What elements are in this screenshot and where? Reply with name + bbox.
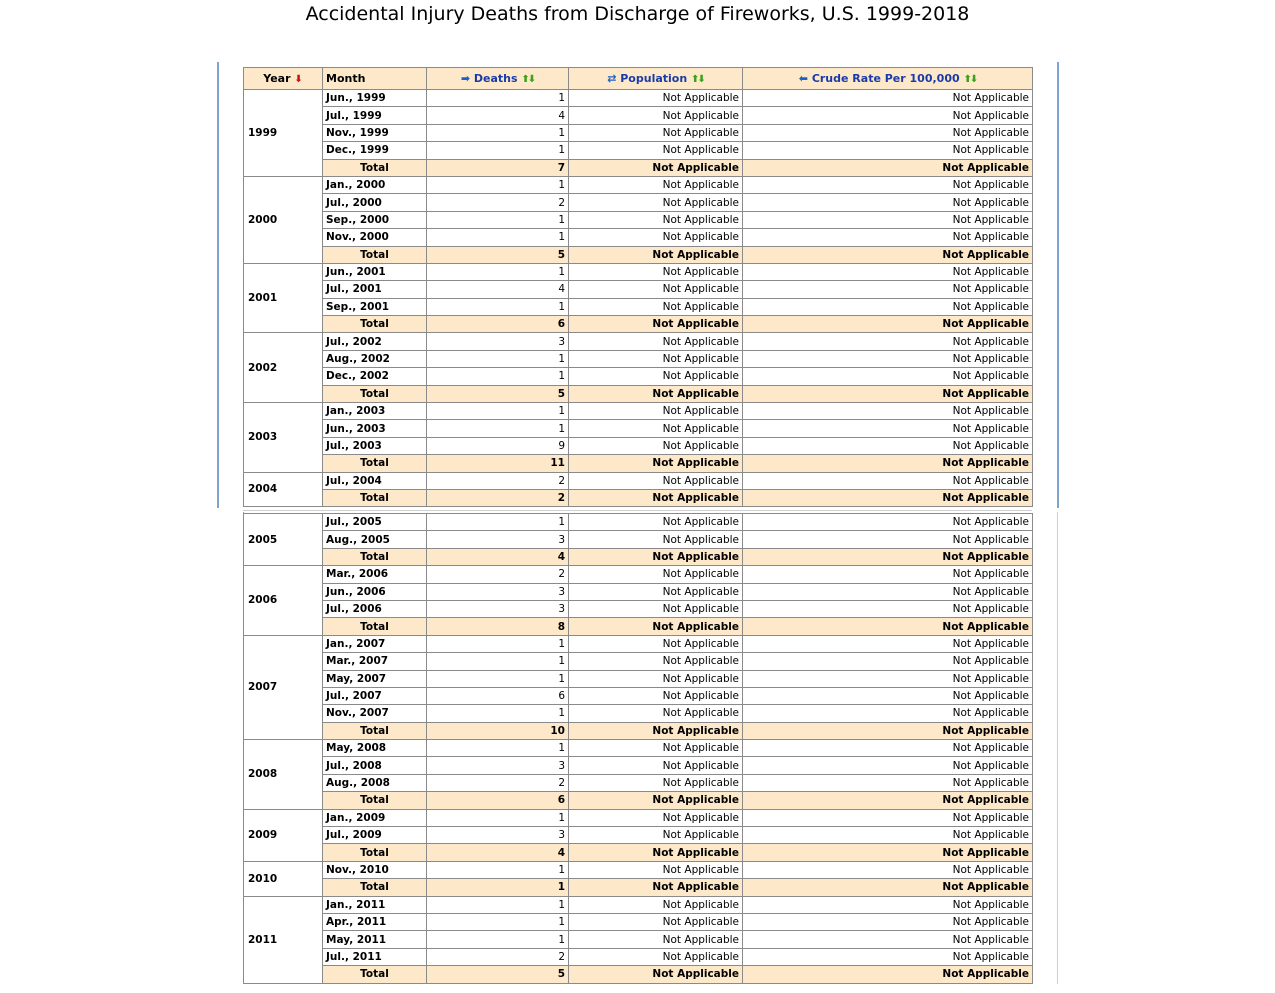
table-row	[244, 403, 1033, 420]
total-row	[244, 792, 1033, 809]
population-cell: Not Applicable	[569, 229, 743, 246]
total-label-cell: Total	[323, 316, 427, 333]
total-deaths-cell: 5	[427, 246, 569, 263]
crude-rate-cell: Not Applicable	[743, 531, 1033, 548]
green-up-down-arrows-icon[interactable]: ⬆⬇	[521, 74, 535, 85]
total-deaths-cell: 5	[427, 966, 569, 983]
column-header-year[interactable]	[244, 68, 323, 90]
year-cell: 2003	[244, 403, 323, 473]
deaths-cell: 1	[427, 896, 569, 913]
total-row	[244, 879, 1033, 896]
deaths-cell: 1	[427, 809, 569, 826]
column-header-crude-rate[interactable]	[743, 68, 1033, 90]
month-cell: Aug., 2005	[323, 531, 427, 548]
total-label-cell: Total	[323, 966, 427, 983]
crude-rate-cell: Not Applicable	[743, 107, 1033, 124]
total-row	[244, 316, 1033, 333]
table-row	[244, 514, 1033, 531]
total-population-cell: Not Applicable	[569, 385, 743, 402]
table-row	[244, 931, 1033, 948]
total-label-cell: Total	[323, 792, 427, 809]
year-cell: 2002	[244, 333, 323, 403]
total-population-cell: Not Applicable	[569, 844, 743, 861]
crude-rate-cell: Not Applicable	[743, 600, 1033, 617]
deaths-cell: 1	[427, 403, 569, 420]
total-population-cell: Not Applicable	[569, 246, 743, 263]
deaths-cell: 1	[427, 350, 569, 367]
population-cell: Not Applicable	[569, 333, 743, 350]
month-cell: Sep., 2001	[323, 298, 427, 315]
deaths-cell: 2	[427, 194, 569, 211]
table-row	[244, 635, 1033, 652]
population-cell: Not Applicable	[569, 263, 743, 280]
total-crude-rate-cell: Not Applicable	[743, 489, 1033, 506]
year-cell: 1999	[244, 90, 323, 177]
deaths-cell: 1	[427, 861, 569, 878]
total-population-cell: Not Applicable	[569, 159, 743, 176]
total-row	[244, 489, 1033, 506]
results-table	[243, 513, 1033, 984]
deaths-cell: 3	[427, 531, 569, 548]
month-cell: May, 2011	[323, 931, 427, 948]
population-cell: Not Applicable	[569, 600, 743, 617]
month-cell: May, 2007	[323, 670, 427, 687]
total-label-cell: Total	[323, 455, 427, 472]
results-table-bottom	[243, 513, 1032, 984]
total-deaths-cell: 8	[427, 618, 569, 635]
deaths-cell: 1	[427, 420, 569, 437]
deaths-cell: 1	[427, 670, 569, 687]
total-population-cell: Not Applicable	[569, 879, 743, 896]
population-cell: Not Applicable	[569, 931, 743, 948]
month-cell: Jul., 2003	[323, 437, 427, 454]
table-row	[244, 142, 1033, 159]
table-row	[244, 566, 1033, 583]
deaths-cell: 1	[427, 368, 569, 385]
total-crude-rate-cell: Not Applicable	[743, 455, 1033, 472]
total-deaths-cell: 2	[427, 489, 569, 506]
table-row	[244, 176, 1033, 193]
month-cell: Jun., 2001	[323, 263, 427, 280]
deaths-cell: 1	[427, 705, 569, 722]
year-cell: 2010	[244, 861, 323, 896]
population-cell: Not Applicable	[569, 472, 743, 489]
table-row	[244, 368, 1033, 385]
month-cell: Jan., 2009	[323, 809, 427, 826]
table-row	[244, 350, 1033, 367]
population-cell: Not Applicable	[569, 420, 743, 437]
month-cell: Jul., 2008	[323, 757, 427, 774]
month-cell: Jul., 2007	[323, 687, 427, 704]
month-cell: Jun., 2006	[323, 583, 427, 600]
page-title: Accidental Injury Deaths from Discharge of Fireworks, U.S. 1999-2018	[305, 3, 970, 25]
total-crude-rate-cell: Not Applicable	[743, 879, 1033, 896]
month-cell: Jul., 2005	[323, 514, 427, 531]
blue-swap-arrows-icon[interactable]: ⇄	[607, 72, 617, 85]
table-row	[244, 281, 1033, 298]
month-cell: Jan., 2011	[323, 896, 427, 913]
total-label-cell: Total	[323, 879, 427, 896]
population-cell: Not Applicable	[569, 281, 743, 298]
population-cell: Not Applicable	[569, 635, 743, 652]
crude-rate-cell: Not Applicable	[743, 583, 1033, 600]
total-deaths-cell: 7	[427, 159, 569, 176]
table-row	[244, 107, 1033, 124]
crude-rate-cell: Not Applicable	[743, 948, 1033, 965]
table-row	[244, 124, 1033, 141]
deaths-cell: 4	[427, 107, 569, 124]
month-cell: Aug., 2008	[323, 774, 427, 791]
month-cell: Dec., 1999	[323, 142, 427, 159]
month-cell: Dec., 2002	[323, 368, 427, 385]
population-cell: Not Applicable	[569, 913, 743, 930]
table-row	[244, 653, 1033, 670]
deaths-cell: 2	[427, 566, 569, 583]
red-down-arrow-icon[interactable]: ⬇	[294, 74, 303, 85]
column-header-deaths[interactable]	[427, 68, 569, 90]
population-cell: Not Applicable	[569, 740, 743, 757]
total-deaths-cell: 11	[427, 455, 569, 472]
total-label-cell: Total	[323, 159, 427, 176]
population-cell: Not Applicable	[569, 896, 743, 913]
month-cell: Apr., 2011	[323, 913, 427, 930]
green-up-down-arrows-icon[interactable]: ⬆⬇	[691, 74, 704, 85]
total-deaths-cell: 5	[427, 385, 569, 402]
year-cell: 2000	[244, 176, 323, 263]
results-table	[243, 67, 1033, 507]
total-crude-rate-cell: Not Applicable	[743, 548, 1033, 565]
crude-rate-cell: Not Applicable	[743, 281, 1033, 298]
column-header-population-label: Population	[620, 72, 688, 85]
table-row	[244, 757, 1033, 774]
total-label-cell: Total	[323, 722, 427, 739]
crude-rate-cell: Not Applicable	[743, 176, 1033, 193]
population-cell: Not Applicable	[569, 566, 743, 583]
total-population-cell: Not Applicable	[569, 548, 743, 565]
population-cell: Not Applicable	[569, 948, 743, 965]
crude-rate-cell: Not Applicable	[743, 90, 1033, 107]
total-population-cell: Not Applicable	[569, 792, 743, 809]
total-row	[244, 722, 1033, 739]
deaths-cell: 3	[427, 827, 569, 844]
total-deaths-cell: 10	[427, 722, 569, 739]
crude-rate-cell: Not Applicable	[743, 263, 1033, 280]
month-cell: Jan., 2007	[323, 635, 427, 652]
month-cell: Jun., 2003	[323, 420, 427, 437]
table-row	[244, 194, 1033, 211]
year-cell: 2001	[244, 263, 323, 333]
month-cell: Sep., 2000	[323, 211, 427, 228]
crude-rate-cell: Not Applicable	[743, 687, 1033, 704]
crude-rate-cell: Not Applicable	[743, 472, 1033, 489]
year-cell: 2007	[244, 635, 323, 739]
column-header-year-label: Year	[263, 72, 291, 85]
total-population-cell: Not Applicable	[569, 618, 743, 635]
month-cell: Mar., 2006	[323, 566, 427, 583]
crude-rate-cell: Not Applicable	[743, 566, 1033, 583]
column-header-month[interactable]	[323, 68, 427, 90]
population-cell: Not Applicable	[569, 705, 743, 722]
population-cell: Not Applicable	[569, 809, 743, 826]
month-cell: Jul., 1999	[323, 107, 427, 124]
table-row	[244, 600, 1033, 617]
crude-rate-cell: Not Applicable	[743, 861, 1033, 878]
table-row	[244, 90, 1033, 107]
total-deaths-cell: 6	[427, 792, 569, 809]
total-crude-rate-cell: Not Applicable	[743, 618, 1033, 635]
total-population-cell: Not Applicable	[569, 722, 743, 739]
blue-left-arrow-icon[interactable]: ⬅	[798, 72, 808, 85]
month-cell: Mar., 2007	[323, 653, 427, 670]
column-header-deaths-label: Deaths	[473, 72, 518, 85]
table-row	[244, 774, 1033, 791]
deaths-cell: 4	[427, 281, 569, 298]
deaths-cell: 1	[427, 124, 569, 141]
deaths-cell: 1	[427, 653, 569, 670]
month-cell: Jul., 2000	[323, 194, 427, 211]
total-label-cell: Total	[323, 548, 427, 565]
year-cell: 2011	[244, 896, 323, 983]
total-crude-rate-cell: Not Applicable	[743, 159, 1033, 176]
crude-rate-cell: Not Applicable	[743, 194, 1033, 211]
crude-rate-cell: Not Applicable	[743, 740, 1033, 757]
crude-rate-cell: Not Applicable	[743, 705, 1033, 722]
crude-rate-cell: Not Applicable	[743, 333, 1033, 350]
deaths-cell: 2	[427, 774, 569, 791]
crude-rate-cell: Not Applicable	[743, 514, 1033, 531]
total-crude-rate-cell: Not Applicable	[743, 316, 1033, 333]
table-row	[244, 740, 1033, 757]
total-crude-rate-cell: Not Applicable	[743, 722, 1033, 739]
total-population-cell: Not Applicable	[569, 966, 743, 983]
year-cell: 2009	[244, 809, 323, 861]
deaths-cell: 1	[427, 298, 569, 315]
total-row	[244, 618, 1033, 635]
table-row	[244, 948, 1033, 965]
month-cell: Jul., 2009	[323, 827, 427, 844]
total-deaths-cell: 1	[427, 879, 569, 896]
total-row	[244, 385, 1033, 402]
population-cell: Not Applicable	[569, 124, 743, 141]
crude-rate-cell: Not Applicable	[743, 211, 1033, 228]
column-header-population[interactable]	[569, 68, 743, 90]
crude-rate-cell: Not Applicable	[743, 368, 1033, 385]
deaths-cell: 3	[427, 757, 569, 774]
population-cell: Not Applicable	[569, 531, 743, 548]
crude-rate-cell: Not Applicable	[743, 403, 1033, 420]
population-cell: Not Applicable	[569, 194, 743, 211]
table-row	[244, 333, 1033, 350]
month-cell: Jul., 2011	[323, 948, 427, 965]
total-crude-rate-cell: Not Applicable	[743, 844, 1033, 861]
total-label-cell: Total	[323, 844, 427, 861]
frame-left-line	[217, 62, 219, 508]
deaths-cell: 1	[427, 635, 569, 652]
table-row	[244, 472, 1033, 489]
crude-rate-cell: Not Applicable	[743, 757, 1033, 774]
deaths-cell: 1	[427, 740, 569, 757]
population-cell: Not Applicable	[569, 514, 743, 531]
population-cell: Not Applicable	[569, 142, 743, 159]
deaths-cell: 3	[427, 600, 569, 617]
total-label-cell: Total	[323, 618, 427, 635]
month-cell: Aug., 2002	[323, 350, 427, 367]
frame-right-line	[1057, 62, 1059, 508]
table-row	[244, 913, 1033, 930]
crude-rate-cell: Not Applicable	[743, 142, 1033, 159]
frame-right-line-lower	[1057, 512, 1058, 984]
population-cell: Not Applicable	[569, 350, 743, 367]
table-row	[244, 687, 1033, 704]
crude-rate-cell: Not Applicable	[743, 653, 1033, 670]
deaths-cell: 1	[427, 931, 569, 948]
crude-rate-cell: Not Applicable	[743, 420, 1033, 437]
deaths-cell: 6	[427, 687, 569, 704]
crude-rate-cell: Not Applicable	[743, 350, 1033, 367]
month-cell: Jul., 2001	[323, 281, 427, 298]
table-row	[244, 263, 1033, 280]
total-row	[244, 455, 1033, 472]
population-cell: Not Applicable	[569, 437, 743, 454]
table-row	[244, 809, 1033, 826]
crude-rate-cell: Not Applicable	[743, 670, 1033, 687]
year-cell: 2006	[244, 566, 323, 636]
month-cell: Jul., 2004	[323, 472, 427, 489]
population-cell: Not Applicable	[569, 827, 743, 844]
population-cell: Not Applicable	[569, 653, 743, 670]
month-cell: Jul., 2002	[323, 333, 427, 350]
deaths-cell: 2	[427, 948, 569, 965]
deaths-cell: 1	[427, 514, 569, 531]
crude-rate-cell: Not Applicable	[743, 298, 1033, 315]
crude-rate-cell: Not Applicable	[743, 437, 1033, 454]
population-cell: Not Applicable	[569, 107, 743, 124]
table-row	[244, 437, 1033, 454]
year-cell: 2005	[244, 514, 323, 566]
year-cell: 2008	[244, 740, 323, 810]
population-cell: Not Applicable	[569, 298, 743, 315]
total-crude-rate-cell: Not Applicable	[743, 385, 1033, 402]
total-row	[244, 159, 1033, 176]
deaths-cell: 1	[427, 229, 569, 246]
crude-rate-cell: Not Applicable	[743, 809, 1033, 826]
crude-rate-cell: Not Applicable	[743, 635, 1033, 652]
month-cell: Nov., 1999	[323, 124, 427, 141]
total-crude-rate-cell: Not Applicable	[743, 792, 1033, 809]
total-deaths-cell: 4	[427, 548, 569, 565]
total-crude-rate-cell: Not Applicable	[743, 966, 1033, 983]
table-row	[244, 670, 1033, 687]
table-row	[244, 211, 1033, 228]
month-cell: Nov., 2007	[323, 705, 427, 722]
population-cell: Not Applicable	[569, 757, 743, 774]
total-population-cell: Not Applicable	[569, 489, 743, 506]
results-table-top	[243, 67, 1032, 507]
crude-rate-cell: Not Applicable	[743, 229, 1033, 246]
total-population-cell: Not Applicable	[569, 455, 743, 472]
column-header-month-label: Month	[326, 72, 366, 85]
crude-rate-cell: Not Applicable	[743, 124, 1033, 141]
month-cell: Jan., 2003	[323, 403, 427, 420]
population-cell: Not Applicable	[569, 90, 743, 107]
population-cell: Not Applicable	[569, 583, 743, 600]
table-row	[244, 531, 1033, 548]
deaths-cell: 9	[427, 437, 569, 454]
table-row	[244, 583, 1033, 600]
month-cell: Jan., 2000	[323, 176, 427, 193]
crude-rate-cell: Not Applicable	[743, 774, 1033, 791]
blue-right-arrow-icon[interactable]: ➡	[460, 72, 471, 85]
total-deaths-cell: 4	[427, 844, 569, 861]
population-cell: Not Applicable	[569, 211, 743, 228]
month-cell: Jul., 2006	[323, 600, 427, 617]
deaths-cell: 1	[427, 263, 569, 280]
population-cell: Not Applicable	[569, 368, 743, 385]
month-cell: Nov., 2010	[323, 861, 427, 878]
deaths-cell: 1	[427, 211, 569, 228]
month-cell: May, 2008	[323, 740, 427, 757]
crude-rate-cell: Not Applicable	[743, 827, 1033, 844]
crude-rate-cell: Not Applicable	[743, 931, 1033, 948]
table-row	[244, 896, 1033, 913]
month-cell: Jun., 1999	[323, 90, 427, 107]
table-row	[244, 827, 1033, 844]
deaths-cell: 1	[427, 913, 569, 930]
total-row	[244, 966, 1033, 983]
table-row	[244, 861, 1033, 878]
green-up-down-arrows-icon[interactable]: ⬆⬇	[963, 74, 977, 85]
total-row	[244, 246, 1033, 263]
total-population-cell: Not Applicable	[569, 316, 743, 333]
deaths-cell: 1	[427, 142, 569, 159]
total-row	[244, 548, 1033, 565]
page-break-divider	[243, 510, 1032, 511]
crude-rate-cell: Not Applicable	[743, 913, 1033, 930]
table-row	[244, 705, 1033, 722]
population-cell: Not Applicable	[569, 176, 743, 193]
total-label-cell: Total	[323, 489, 427, 506]
column-header-crude-rate-label: Crude Rate Per 100,000	[811, 72, 960, 85]
year-cell: 2004	[244, 472, 323, 507]
deaths-cell: 1	[427, 90, 569, 107]
deaths-cell: 2	[427, 472, 569, 489]
deaths-cell: 3	[427, 333, 569, 350]
population-cell: Not Applicable	[569, 774, 743, 791]
month-cell: Nov., 2000	[323, 229, 427, 246]
total-row	[244, 844, 1033, 861]
population-cell: Not Applicable	[569, 687, 743, 704]
total-label-cell: Total	[323, 385, 427, 402]
deaths-cell: 1	[427, 176, 569, 193]
deaths-cell: 3	[427, 583, 569, 600]
population-cell: Not Applicable	[569, 670, 743, 687]
table-row	[244, 420, 1033, 437]
population-cell: Not Applicable	[569, 403, 743, 420]
total-deaths-cell: 6	[427, 316, 569, 333]
table-row	[244, 298, 1033, 315]
table-row	[244, 229, 1033, 246]
total-label-cell: Total	[323, 246, 427, 263]
total-crude-rate-cell: Not Applicable	[743, 246, 1033, 263]
crude-rate-cell: Not Applicable	[743, 896, 1033, 913]
population-cell: Not Applicable	[569, 861, 743, 878]
